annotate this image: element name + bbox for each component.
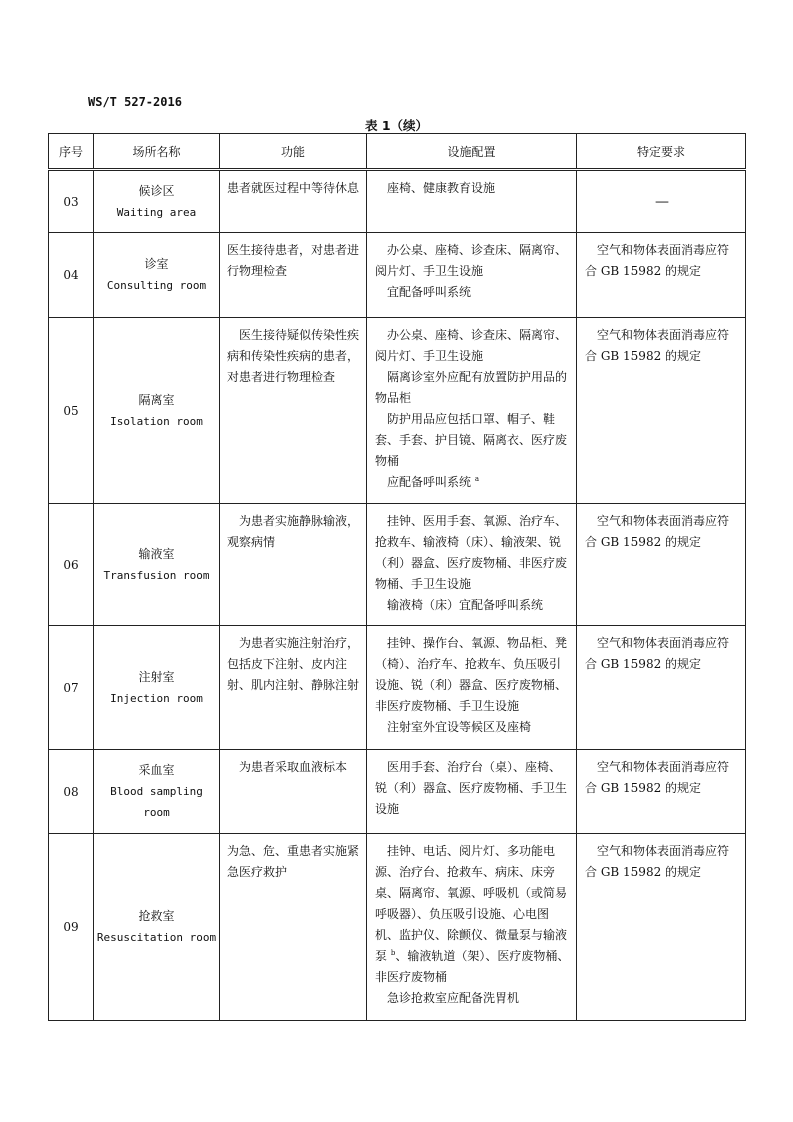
room-function: 为患者实施注射治疗，包括皮下注射、皮内注射、肌内注射、静脉注射 [220, 626, 367, 750]
room-name: 注射室 Injection room [94, 626, 220, 750]
table-caption: 表 1（续） [364, 118, 429, 133]
col-header-name: 场所名称 [94, 134, 220, 169]
row-number: 05 [49, 318, 94, 504]
col-header-function: 功能 [220, 134, 367, 169]
row-number: 09 [49, 834, 94, 1021]
table-row [49, 750, 746, 834]
table-row [49, 233, 746, 318]
room-name: 输液室 Transfusion room [94, 504, 220, 626]
room-facilities: 挂钟、电话、阅片灯、多功能电源、治疗台、抢救车、病床、床旁桌、隔离帘、氧源、呼吸机（或简易呼吸器）、负压吸引设施、心电图机、监护仪、除颤仪、微量泵与输液泵 $^b$、输液轨道（架）、医疗废物桶、非医疗废物桶 急诊抢救室应配备洗胃机 [367, 834, 577, 1021]
room-facilities: 办公桌、座椅、诊查床、隔离帘、阅片灯、手卫生设施 宜配备呼叫系统 [367, 233, 577, 318]
table-row [49, 834, 746, 1021]
room-requirement: 空气和物体表面消毒应符合 GB 15982 的规定 [577, 834, 746, 1021]
row-number: 04 [49, 233, 94, 318]
room-facilities: 医用手套、治疗台（桌）、座椅、锐（利）器盒、医疗废物桶、手卫生设施 [367, 750, 577, 834]
room-requirement: 空气和物体表面消毒应符合 GB 15982 的规定 [577, 318, 746, 504]
room-requirement: 空气和物体表面消毒应符合 GB 15982 的规定 [577, 504, 746, 626]
footnote-marker: b [390, 949, 396, 957]
col-header-facilities: 设施配置 [367, 134, 577, 169]
room-function: 医生接待疑似传染性疾病和传染性疾病的患者，对患者进行物理检查 [220, 318, 367, 504]
room-name: 采血室 Blood sampling room [94, 750, 220, 834]
table-header-row [49, 134, 746, 169]
room-function: 为急、危、重患者实施紧急医疗救护 [220, 834, 367, 1021]
room-function: 为患者采取血液标本 [220, 750, 367, 834]
row-number: 07 [49, 626, 94, 750]
col-header-requirements: 特定要求 [577, 134, 746, 169]
footnote-marker: a [474, 475, 480, 483]
table-row [49, 171, 746, 233]
room-facilities: 挂钟、操作台、氧源、物品柜、凳（椅）、治疗车、抢救车、负压吸引设施、锐（利）器盒、医疗废物桶、非医疗废物桶、手卫生设施 注射室外宜设等候区及座椅 [367, 626, 577, 750]
room-facilities: 办公桌、座椅、诊查床、隔离帘、阅片灯、手卫生设施 隔离诊室外应配有放置防护用品的物品柜 防护用品应包括口罩、帽子、鞋套、手套、护目镜、隔离衣、医疗废物桶 应配备呼叫系统 $^a$ [367, 318, 577, 504]
col-header-no: 序号 [49, 134, 94, 169]
table-row [49, 504, 746, 626]
row-number: 06 [49, 504, 94, 626]
room-function: 医生接待患者，对患者进行物理检查 [220, 233, 367, 318]
room-function: 患者就医过程中等待休息 [220, 171, 367, 233]
row-number: 03 [49, 171, 94, 233]
room-requirement: 空气和物体表面消毒应符合 GB 15982 的规定 [577, 233, 746, 318]
row-number: 08 [49, 750, 94, 834]
table-row [49, 318, 746, 504]
document-code: WS/T 527-2016 [88, 95, 182, 109]
room-name: 候诊区 Waiting area [94, 171, 220, 233]
room-requirement: 空气和物体表面消毒应符合 GB 15982 的规定 [577, 750, 746, 834]
room-facilities: 挂钟、医用手套、氧源、治疗车、抢救车、输液椅（床）、输液架、锐（利）器盒、医疗废物桶、非医疗废物桶、手卫生设施 输液椅（床）宜配备呼叫系统 [367, 504, 577, 626]
room-requirement: — [577, 171, 746, 233]
room-function: 为患者实施静脉输液，观察病情 [220, 504, 367, 626]
room-name: 隔离室 Isolation room [94, 318, 220, 504]
room-facilities: 座椅、健康教育设施 [367, 171, 577, 233]
room-name: 诊室 Consulting room [94, 233, 220, 318]
table-row [49, 626, 746, 750]
room-requirement: 空气和物体表面消毒应符合 GB 15982 的规定 [577, 626, 746, 750]
room-name: 抢救室 Resuscitation room [94, 834, 220, 1021]
facility-table [48, 133, 746, 1021]
